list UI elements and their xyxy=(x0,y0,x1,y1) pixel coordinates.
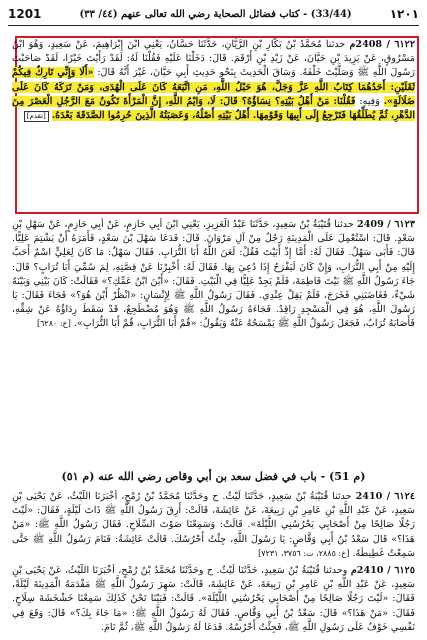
reference-note: [خ: ٢٨٨٥، ت: ٣٧٥٦، ٧٢٣١] xyxy=(258,548,350,558)
hadith-number: ٦١٢٢ / 2408م xyxy=(349,39,415,50)
highlighted-text-thaqalayn: «أَلَا وَإِنِّي تَارِكٌ فِيكُمْ ثَقَلَيْنِ: أَحَدُهُمَا كِتَابُ اللَّهِ عَزَّ وَجَلَّ، هُوَ حَبْلُ اللَّهِ، مَنِ اتَّبَعَهُ كَانَ عَلَى الْهُدَى، وَمَنْ تَرَكَهُ كَانَ عَلَى ضَلَالَةٍ». xyxy=(12,67,415,107)
hadith-6122 xyxy=(0,38,427,214)
hadith-number: ٦١٢٤ / 2410 xyxy=(355,491,415,502)
hadith-text: وحدثنا قُتَيْبَةُ بْنُ سَعِيدٍ، حَدَّثَنَا لَيْثٌ. ح وحَدَّثَنَا مُحَمَّدُ بْنُ رُمْحٍ، أَخْبَرَنَا اللَّيْثُ، عَنْ يَحْيَى بْنِ سَعِيدٍ، عَنْ عَبْدِ اللَّهِ بْنِ عَامِرِ بْنِ رَبِيعَةَ، عَنْ عَائِشَةَ، قَالَتْ: سَهِرَ رَسُولُ اللَّهِ ﷺ مَقْدَمَهُ الْمَدِينَةَ لَيْلَةً، فَقَالَ: «لَيْتَ رَجُلًا صَالِحًا مِنْ أَصْحَابِي يَحْرُسُنِي اللَّيْلَةَ». قَالَتْ: فَبَيْنَا نَحْنُ كَذَلِكَ سَمِعْنَا خَشْخَشَةَ سِلَاحٍ. فَقَالَ: «مَنْ هَذَا؟» قَالَ: سَعْدُ بْنُ أَبِي وَقَّاصٍ. فَقَالَ لَهُ رَسُولُ اللَّهِ ﷺ: «مَا جَاءَ بِكَ؟» قَالَ: وَقَعَ فِي نَفْسِي خَوْفٌ عَلَى رَسُولِ اللَّهِ ﷺ، فَجِئْتُ أَحْرُسُهُ. فَدَعَا لَهُ رَسُولُ اللَّهِ ﷺ، ثُمَّ نَامَ. xyxy=(12,565,415,633)
hadith-number: ٦١٢٣ / 2409 xyxy=(357,219,415,230)
highlighted-text-ahl-bayt: فَقُلْنَا: مَنْ أَهْلُ بَيْتِهِ؟ نِسَاؤُهُ؟ قَالَ: لَا، وَايْمُ اللَّهِ، إِنَّ الْمَرْأَةَ تَكُونُ مَعَ الرَّجُلِ الْعَصْرَ مِنَ الدَّهْرِ، ثُمَّ يُطَلِّقُهَا فَتَرْجِعُ إِلَى أَبِيهَا وَقَوْمِهَا. أَهْلُ بَيْتِهِ أَصْلُهُ، وَعَصَبَتُهُ الَّذِينَ حُرِمُوا الصَّدَقَةَ بَعْدَهُ. xyxy=(12,95,415,122)
reference-note: [خ: ٦٢٨٠] xyxy=(37,319,71,329)
hadith-number: ٦١٢٥ / 2410م xyxy=(350,565,415,576)
hadith-text: حدثنا قُتَيْبَةُ بْنُ سَعِيدٍ، حَدَّثَنَا عَبْدُ الْعَزِيزِ، يَعْنِي ابْنَ أَبِي حَازِمٍ، عَنْ أَبِي حَازِمٍ، عَنْ سَهْلِ بْنِ سَعْدٍ. قَالَ: اسْتُعْمِلَ عَلَى الْمَدِينَةِ رَجُلٌ مِنْ آلِ مَرْوَانَ. قَالَ: فَدَعَا سَهْلَ بْنَ سَعْدٍ، فَأَمَرَهُ أَنْ يَشْتِمَ عَلِيًّا. قَالَ: فَأَبَى سَهْلٌ. فَقَالَ لَهُ: أَمَّا إِذْ أَبَيْتَ فَقُلْ: لَعَنَ اللَّهُ أَبَا التُّرَابِ. فَقَالَ سَهْلٌ: مَا كَانَ لِعَلِيٍّ اسْمٌ أَحَبَّ إِلَيْهِ مِنْ أَبِي التُّرَابِ، وَإِنْ كَانَ لَيَفْرَحُ إِذَا دُعِيَ بِهَا. فَقَالَ لَهُ: أَخْبِرْنَا عَنْ قِصَّتِهِ، لِمَ سُمِّيَ أَبَا تُرَابٍ؟ قَالَ: جَاءَ رَسُولُ اللَّهِ ﷺ بَيْتَ فَاطِمَةَ، فَلَمْ يَجِدْ عَلِيًّا فِي الْبَيْتِ. فَقَالَ: «أَيْنَ ابْنُ عَمِّكِ؟» فَقَالَتْ: كَانَ بَيْنِي وَبَيْنَهُ شَيْءٌ، فَغَاضَبَنِي فَخَرَجَ، فَلَمْ يَقِلْ عِنْدِي. فَقَالَ رَسُولُ اللَّهِ ﷺ لِإِنْسَانٍ: «انْظُرْ أَيْنَ هُوَ؟» فَجَاءَ فَقَالَ: يَا رَسُولَ اللَّهِ، هُوَ فِي الْمَسْجِدِ رَاقِدٌ. فَجَاءَهُ رَسُولُ اللَّهِ ﷺ وَهُوَ مُضْطَجِعٌ، قَدْ سَقَطَ رِدَاؤُهُ عَنْ شِقِّهِ، فَأَصَابَهُ تُرَابٌ، فَجَعَلَ رَسُولُ اللَّهِ ﷺ يَمْسَحُهُ عَنْهُ وَيَقُولُ: «قُمْ أَبَا التُّرَابِ، قُمْ أَبَا التُّرَابِ». xyxy=(12,219,415,330)
chapter-heading: (م 51) - باب في فضل سعد بن أبي وقاص رضي الله عنه (م ٥١) xyxy=(61,470,366,483)
hadith-text-mid: وَفِيهِ: xyxy=(359,95,380,107)
page-number: 1201 xyxy=(8,7,42,21)
hadith-6125 xyxy=(0,564,427,638)
hadith-text: حدثنا قُتَيْبَةُ بْنُ سَعِيدٍ، حَدَّثَنَا لَيْثٌ. ح وحَدَّثَنَا مُحَمَّدُ بْنُ رُمْحٍ، أَخْبَرَنَا اللَّيْثُ، عَنْ يَحْيَى بْنِ سَعِيدٍ، عَنْ عَبْدِ اللَّهِ بْنِ عَامِرِ بْنِ رَبِيعَةَ، عَنْ عَائِشَةَ، قَالَتْ: أَرِقَ رَسُولُ اللَّهِ ﷺ ذَاتَ لَيْلَةٍ، فَقَالَ: «لَيْتَ رَجُلًا صَالِحًا مِنْ أَصْحَابِي يَحْرُسُنِي اللَّيْلَةَ». قَالَتْ: وَسَمِعْنَا صَوْتَ السِّلَاحِ. فَقَالَ رَسُولُ اللَّهِ ﷺ: «مَنْ هَذَا؟» قَالَ سَعْدُ بْنُ أَبِي وَقَّاصٍ: يَا رَسُولَ اللَّهِ، جِئْتُ أَحْرُسُكَ. قَالَتْ عَائِشَةُ: فَنَامَ رَسُولُ اللَّهِ ﷺ حَتَّى سَمِعْتُ غَطِيطَهُ. xyxy=(12,491,415,559)
running-title: (33/44) - كتاب فضائل الصحابة رضي الله تعالى عنهم (٤٤/ ٣٣) xyxy=(79,8,352,20)
header-rule xyxy=(8,25,419,26)
hadith-6123 xyxy=(0,218,427,468)
hadith-text: حدثنا مُحَمَّدُ بْنُ بَكَّارِ بْنِ الرَّيَّانِ، حَدَّثَنَا حَسَّانُ، يَعْنِي ابْنَ إِبْرَاهِيمَ، عَنْ سَعِيدٍ، وَهُوَ ابْنُ مَسْرُوقٍ، عَنْ يَزِيدَ بْنِ حَيَّانَ، عَنْ زَيْدِ بْنِ أَرْقَمَ. قَالَ: دَخَلْنَا عَلَيْهِ فَقُلْنَا لَهُ: لَقَدْ رَأَيْتَ خَيْرًا، لَقَدْ صَاحَبْتَ رَسُولَ اللَّهِ ﷺ وَصَلَّيْتَ خَلْفَهُ. وَسَاقَ الْحَدِيثَ بِنَحْوِ حَدِيثِ أَبِي حَيَّانَ، غَيْرَ أَنَّهُ قَالَ: xyxy=(12,39,415,79)
page-number-arabic: ١٢٠١ xyxy=(389,7,419,21)
hadith-6124 xyxy=(0,490,427,562)
reference-tag: [تقدم] xyxy=(24,111,49,122)
page-header xyxy=(8,3,419,25)
